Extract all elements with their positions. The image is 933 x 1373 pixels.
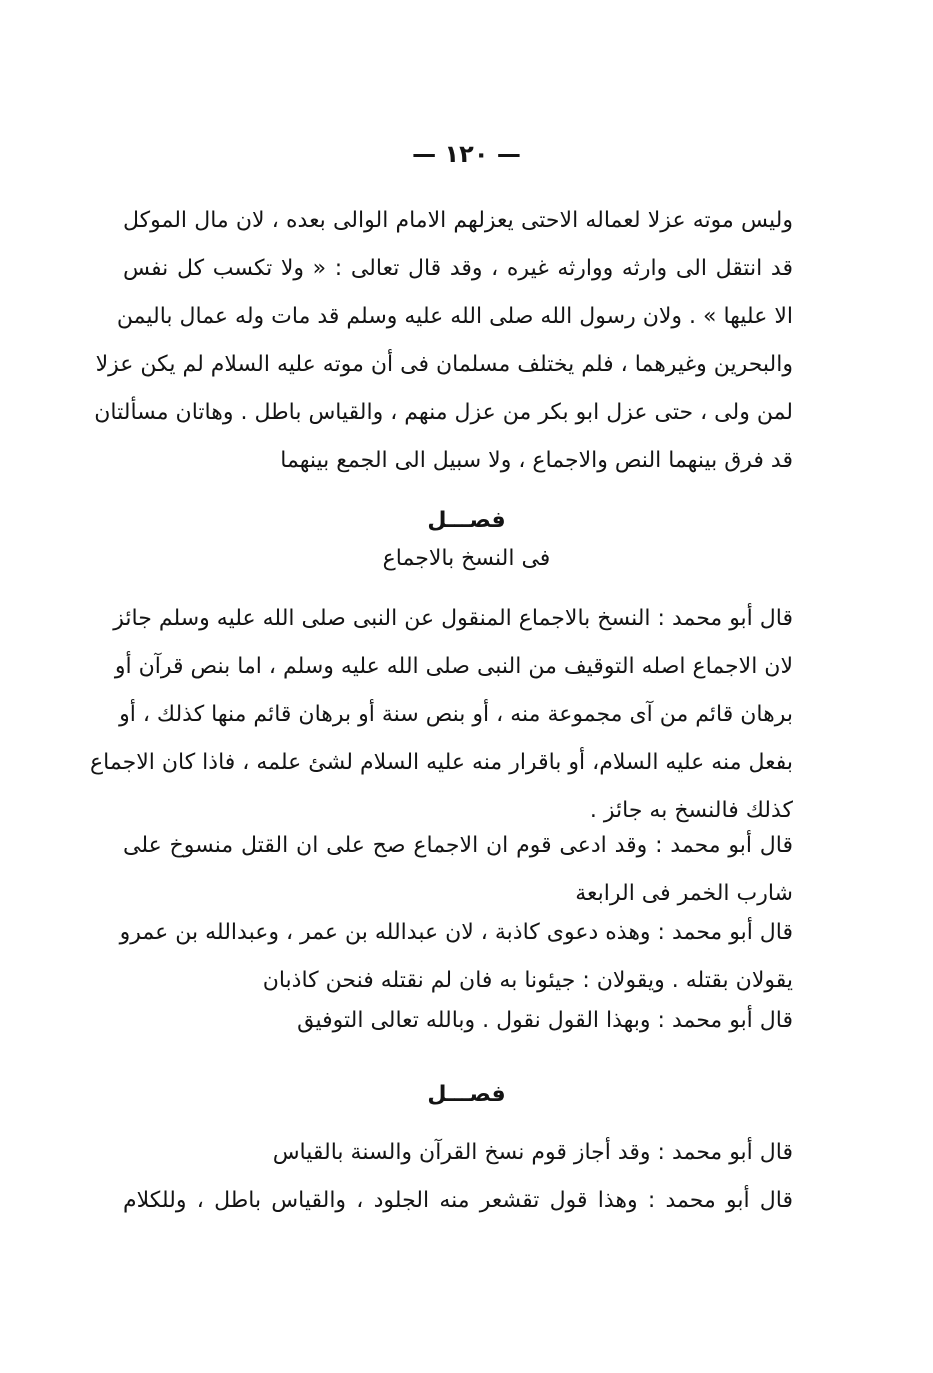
text-line: برهان قائم من آى مجموعة منه ، أو بنص سنة أو برهان قائم منها كذلك ، أو (119, 702, 793, 727)
text-line: قال أبو محمد : وهذا قول تقشعر منه الجلود ، والقياس باطل ، وللكلام (123, 1188, 793, 1213)
text-line: قال أبو محمد : وبهذا القول نقول . وبالله تعالى التوفيق (297, 1008, 793, 1033)
page-number: — ١٢٠ — (412, 140, 521, 168)
paragraph-6 (123, 1142, 793, 1238)
text-line: وليس موته عزلا لعماله الاحتى يعزلهم الامام الوالى بعده ، لان مال الموكل (123, 208, 793, 233)
text-line: كذلك فالنسخ به جائز . (589, 798, 793, 823)
paragraph-4 (119, 920, 793, 1018)
text-line: لان الاجماع اصله التوقيف من النبى صلى الله عليه وسلم ، اما بنص قرآن أو (114, 654, 793, 679)
text-line: بفعل منه عليه السلام، أو باقرار منه عليه السلام لشئ علمه ، فاذا كان الاجماع (90, 750, 793, 775)
text-line: والبحرين وغيرهما ، فلم يختلف مسلمان فى أن موته عليه السلام لم يكن عزلا (95, 352, 793, 377)
paragraph-5 (123, 1010, 793, 1058)
text-line: قال أبو محمد : النسخ بالاجماع المنقول عن النبى صلى الله عليه وسلم جائز (113, 606, 793, 631)
text-line: قال أبو محمد : وقد أجاز قوم نسخ القرآن والسنة بالقياس (272, 1140, 793, 1165)
text-line: قد انتقل الى وارثه ووارثه غيره ، وقد قال تعالى : « ولا تكسب كل نفس (123, 256, 793, 281)
paragraph-2 (90, 606, 793, 848)
text-line: قال أبو محمد : وقد ادعى قوم ان الاجماع صح على ان القتل منسوخ على (123, 833, 793, 858)
text-line: الا عليها » . ولان رسول الله صلى الله عليه وسلم قد مات وله عمال باليمن (116, 304, 793, 329)
section-heading-2: فصـــل (427, 1082, 506, 1107)
text-line: يقولان بقتله . ويقولان : جيئونا به فان لم نقتله فنحن كاذبان (262, 968, 793, 993)
paragraph-3 (123, 835, 793, 931)
paragraph-1 (94, 208, 793, 498)
text-line: شارب الخمر فى الرابعة (575, 881, 793, 906)
section-subtitle: فى النسخ بالاجماع (382, 546, 551, 571)
text-line: لمن ولى ، حتى عزل ابو بكر من عزل منهم ، والقياس باطل . وهاتان مسألتان (94, 400, 793, 425)
text-line: قال أبو محمد : وهذه دعوى كاذبة ، لان عبدالله بن عمر ، وعبدالله بن عمرو (119, 920, 793, 945)
section-heading: فصـــل (427, 508, 506, 533)
text-line: قد فرق بينهما النص والاجماع ، ولا سبيل الى الجمع بينهما (280, 448, 793, 473)
